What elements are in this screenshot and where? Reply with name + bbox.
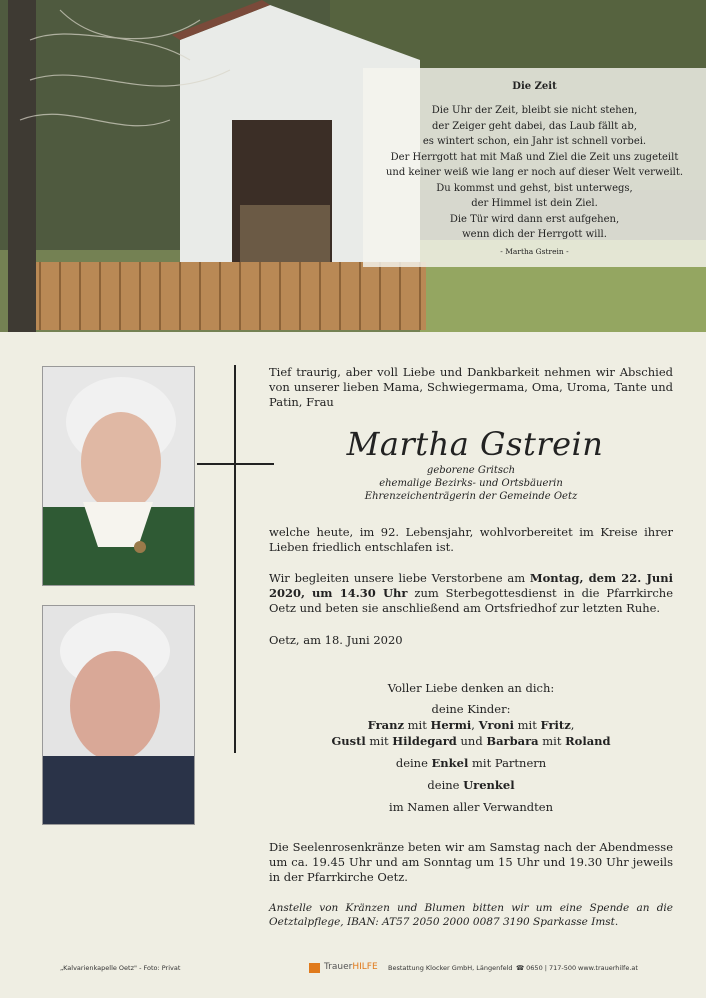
poem-lines — [363, 103, 706, 243]
connector: mit — [365, 734, 393, 748]
poem-author: - Martha Gstrein - — [500, 246, 569, 256]
relatives-line: im Namen aller Verwandten — [389, 800, 553, 814]
place-date: Oetz, am 18. Juni 2020 — [269, 633, 403, 647]
brand-a: Trauer — [324, 962, 353, 972]
children-label: deine Kinder: — [431, 702, 511, 716]
deceased-name: Martha Gstrein — [346, 425, 604, 463]
connector: und — [456, 734, 487, 748]
partner-name: Hildegard — [392, 734, 457, 748]
website-link[interactable]: www.trauerhilfe.at — [578, 964, 638, 972]
partner-name: Fritz — [540, 718, 571, 732]
poem-line: Die Uhr der Zeit, bleibt sie nicht stehen, — [431, 105, 638, 116]
children-row-2 — [269, 733, 673, 749]
funeral-part3: zum Sterbegottesdienst in die Pfarrkirche Oetz und beten sie anschließend am Ortsfriedhof zur letzten Ruhe. — [269, 586, 673, 615]
great-bold: Urenkel — [463, 778, 515, 792]
passing-text: welche heute, im 92. Lebensjahr, wohlvorbereitet im Kreise ihrer Lieben friedlich entschlafen ist. — [269, 525, 673, 554]
trauerhilfe-logo-icon — [309, 963, 320, 973]
poem-box — [363, 68, 706, 267]
connector: mit — [538, 734, 566, 748]
role-2: Ehrenzeichenträgerin der Gemeinde Oetz — [364, 491, 578, 502]
connector: mit — [513, 718, 541, 732]
cross-vertical — [234, 365, 236, 753]
phone-number: ☎ 0650 | 717-500 — [516, 964, 577, 972]
great-pre: deine — [427, 778, 464, 792]
poem-line: Der Herrgott hat mit Maß und Ziel die Zeit uns zugeteilt — [390, 151, 679, 163]
grand-pre: deine — [395, 756, 432, 770]
funeral-part2 — [305, 586, 312, 600]
donation-text: Anstelle von Kränzen und Blumen bitten wir um eine Spende an die Oetztalpflege, IBAN: AT57 2050 2000 0087 3190 Sparkasse Imst. — [269, 902, 673, 928]
grand-post: mit Partnern — [468, 756, 547, 770]
funeral-part1: Wir begleiten unsere liebe Verstorbene am — [269, 571, 530, 585]
poem-line: der Zeiger geht dabei, das Laub fällt ab, — [432, 120, 637, 132]
intro-text: Tief traurig, aber voll Liebe und Dankbarkeit nehmen wir Abschied von unserer lieben Mama, Schwiegermama, Oma, Uroma, Tante und Patin, Frau — [269, 365, 673, 409]
portrait-photo-bottom — [42, 605, 195, 825]
funeral-date: Montag, dem 22. Juni 2020, — [269, 571, 673, 600]
birth-name: geborene Gritsch — [426, 465, 516, 476]
role-1: ehemalige Bezirks- und Ortsbäuerin — [379, 478, 563, 489]
company-name: Bestattung Klocker GmbH, Längenfeld — [388, 964, 513, 972]
great-grandchildren-line — [269, 777, 673, 793]
poem-title: Die Zeit — [512, 81, 557, 92]
funeral-text — [269, 571, 673, 616]
child-name: Franz — [367, 718, 404, 732]
child-name: Gustl — [331, 734, 366, 748]
poem-line: der Himmel ist dein Ziel. — [471, 198, 598, 209]
poem-line: Die Tür wird dann erst aufgehen, — [449, 213, 620, 225]
header-photo-chapel — [0, 0, 706, 332]
photo-credit: „Kalvarienkapelle Oetz" - Foto: Privat — [60, 964, 181, 972]
poem-line: es wintert schon, ein Jahr ist schnell vorbei. — [422, 136, 647, 147]
mourners-block — [269, 680, 673, 815]
portrait-illustration — [43, 367, 194, 585]
deceased-details — [269, 464, 673, 503]
poem-line: Du kommst und gehst, bist unterwegs, — [436, 182, 633, 194]
rosary-text: Die Seelenrosenkränze beten wir am Samstag nach der Abendmesse um ca. 19.45 Uhr und am Sonntag um 15 Uhr und 19.30 Uhr jeweils in der Pfarrkirche Oetz. — [269, 840, 673, 884]
cross-horizontal — [197, 463, 274, 465]
connector: mit — [403, 718, 431, 732]
partner-name: Roland — [565, 734, 611, 748]
portrait-photo-top — [42, 366, 195, 586]
child-name: Vroni — [478, 718, 514, 732]
grandchildren-line — [269, 755, 673, 771]
mourners-heading: Voller Liebe denken an dich: — [387, 681, 555, 695]
grand-bold: Enkel — [431, 756, 469, 770]
brand-name — [324, 962, 378, 972]
children-row-1 — [269, 717, 673, 733]
connector: , — [570, 718, 575, 732]
brand-b: HILFE — [352, 962, 378, 972]
poem-line: wenn dich der Herrgott will. — [462, 229, 607, 240]
child-name: Barbara — [486, 734, 539, 748]
funeral-time: um 14.30 Uhr — [311, 586, 408, 600]
portrait-illustration — [43, 606, 194, 824]
poem-line: und keiner weiß wie lang er noch auf dieser Welt verweilt. — [385, 167, 684, 178]
partner-name: Hermi — [430, 718, 472, 732]
connector: , — [471, 718, 479, 732]
